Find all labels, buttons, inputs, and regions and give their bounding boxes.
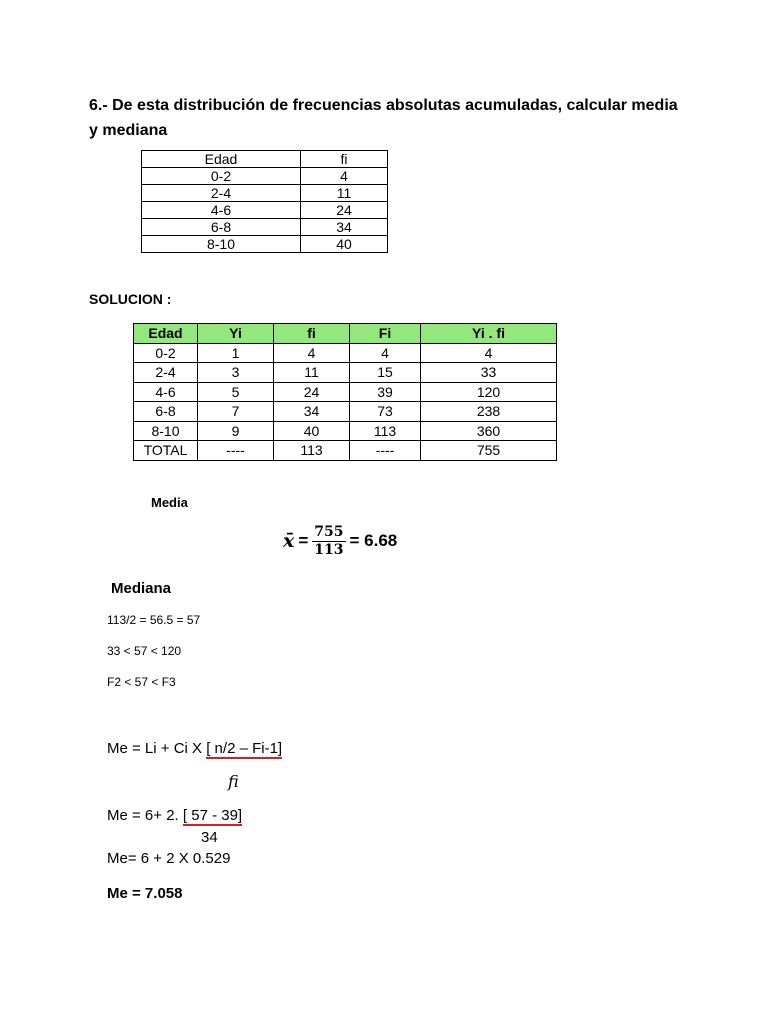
cell: 2-4 (134, 363, 198, 383)
cell: ---- (350, 441, 421, 461)
cell: 40 (301, 236, 388, 253)
table-row (142, 236, 388, 253)
header-Fi: Fi (350, 324, 421, 344)
cell: 34 (301, 219, 388, 236)
substituted-numerator: [ 57 - 39] (182, 807, 243, 824)
problem-title: 6.- De esta distribución de frecuencias absolutas acumuladas, calcular media y mediana (89, 97, 678, 139)
frequency-table (141, 150, 388, 253)
header-yi: Yi (198, 324, 274, 344)
solution-table (133, 323, 557, 461)
cell: 24 (274, 382, 350, 402)
cell: 34 (274, 402, 350, 422)
table-row (142, 185, 388, 202)
cell: 7 (198, 402, 274, 422)
mean-result: = 6.68 (349, 531, 398, 550)
cell: 4 (350, 343, 421, 363)
cell: 33 (421, 363, 557, 383)
media-label: Media (151, 495, 188, 510)
cell: 8-10 (134, 421, 198, 441)
header-edad: Edad (142, 151, 301, 168)
cell: TOTAL (134, 441, 198, 461)
cell: 4-6 (134, 382, 198, 402)
cell: 755 (421, 441, 557, 461)
header-edad: Edad (134, 324, 198, 344)
step-1: 113/2 = 56.5 = 57 (107, 613, 201, 627)
cell: 360 (421, 421, 557, 441)
solucion-label: SOLUCION : (89, 291, 172, 307)
median-result: Me = 7.058 (107, 885, 183, 902)
cell: 9 (198, 421, 274, 441)
mean-formula (283, 524, 397, 558)
table-row-total (134, 441, 557, 461)
x-bar-symbol: x̄ (283, 530, 295, 552)
cell: 4-6 (142, 202, 301, 219)
cell: 4 (274, 343, 350, 363)
mediana-label: Mediana (111, 580, 172, 597)
cell: 0-2 (134, 343, 198, 363)
table-row (134, 402, 557, 422)
cell: 113 (274, 441, 350, 461)
cell: 4 (301, 168, 388, 185)
mean-fraction (312, 524, 345, 558)
equals-sign: = (298, 531, 309, 550)
cell: 11 (274, 363, 350, 383)
cell: 2-4 (142, 185, 301, 202)
substituted-denominator: 34 (201, 829, 218, 846)
formula-numerator: [ n/2 – Fi-1] (206, 740, 283, 757)
header-yi-fi: Yi . fi (421, 324, 557, 344)
cell: 4 (421, 343, 557, 363)
numerator: 755 (314, 524, 344, 540)
header-fi: fi (274, 324, 350, 344)
cell: 5 (198, 382, 274, 402)
cell: 73 (350, 402, 421, 422)
median-calculation: Me= 6 + 2 X 0.529 (107, 850, 231, 867)
formula-prefix: Me = Li + Ci X (107, 740, 207, 757)
cell: ---- (198, 441, 274, 461)
table-row (134, 421, 557, 441)
cell: 0-2 (142, 168, 301, 185)
table-row (142, 219, 388, 236)
cell: 238 (421, 402, 557, 422)
table-row (142, 168, 388, 185)
median-formula-general (107, 740, 282, 757)
cell: 15 (350, 363, 421, 383)
cell: 120 (421, 382, 557, 402)
cell: 39 (350, 382, 421, 402)
formula-denominator: fi (228, 772, 239, 791)
cell: 11 (301, 185, 388, 202)
cell: 3 (198, 363, 274, 383)
table-header-row (134, 324, 557, 344)
table-row (134, 382, 557, 402)
header-fi: fi (301, 151, 388, 168)
substituted-prefix: Me = 6+ 2. (107, 807, 183, 824)
cell: 40 (274, 421, 350, 441)
step-3: F2 < 57 < F3 (107, 675, 176, 689)
table-row (134, 343, 557, 363)
table-header-row (142, 151, 388, 168)
step-2: 33 < 57 < 120 (107, 644, 182, 658)
cell: 6-8 (142, 219, 301, 236)
table-row (142, 202, 388, 219)
denominator: 113 (314, 542, 344, 558)
cell: 1 (198, 343, 274, 363)
cell: 24 (301, 202, 388, 219)
median-formula-substituted (107, 807, 242, 824)
cell: 8-10 (142, 236, 301, 253)
table-row (134, 363, 557, 383)
cell: 113 (350, 421, 421, 441)
cell: 6-8 (134, 402, 198, 422)
